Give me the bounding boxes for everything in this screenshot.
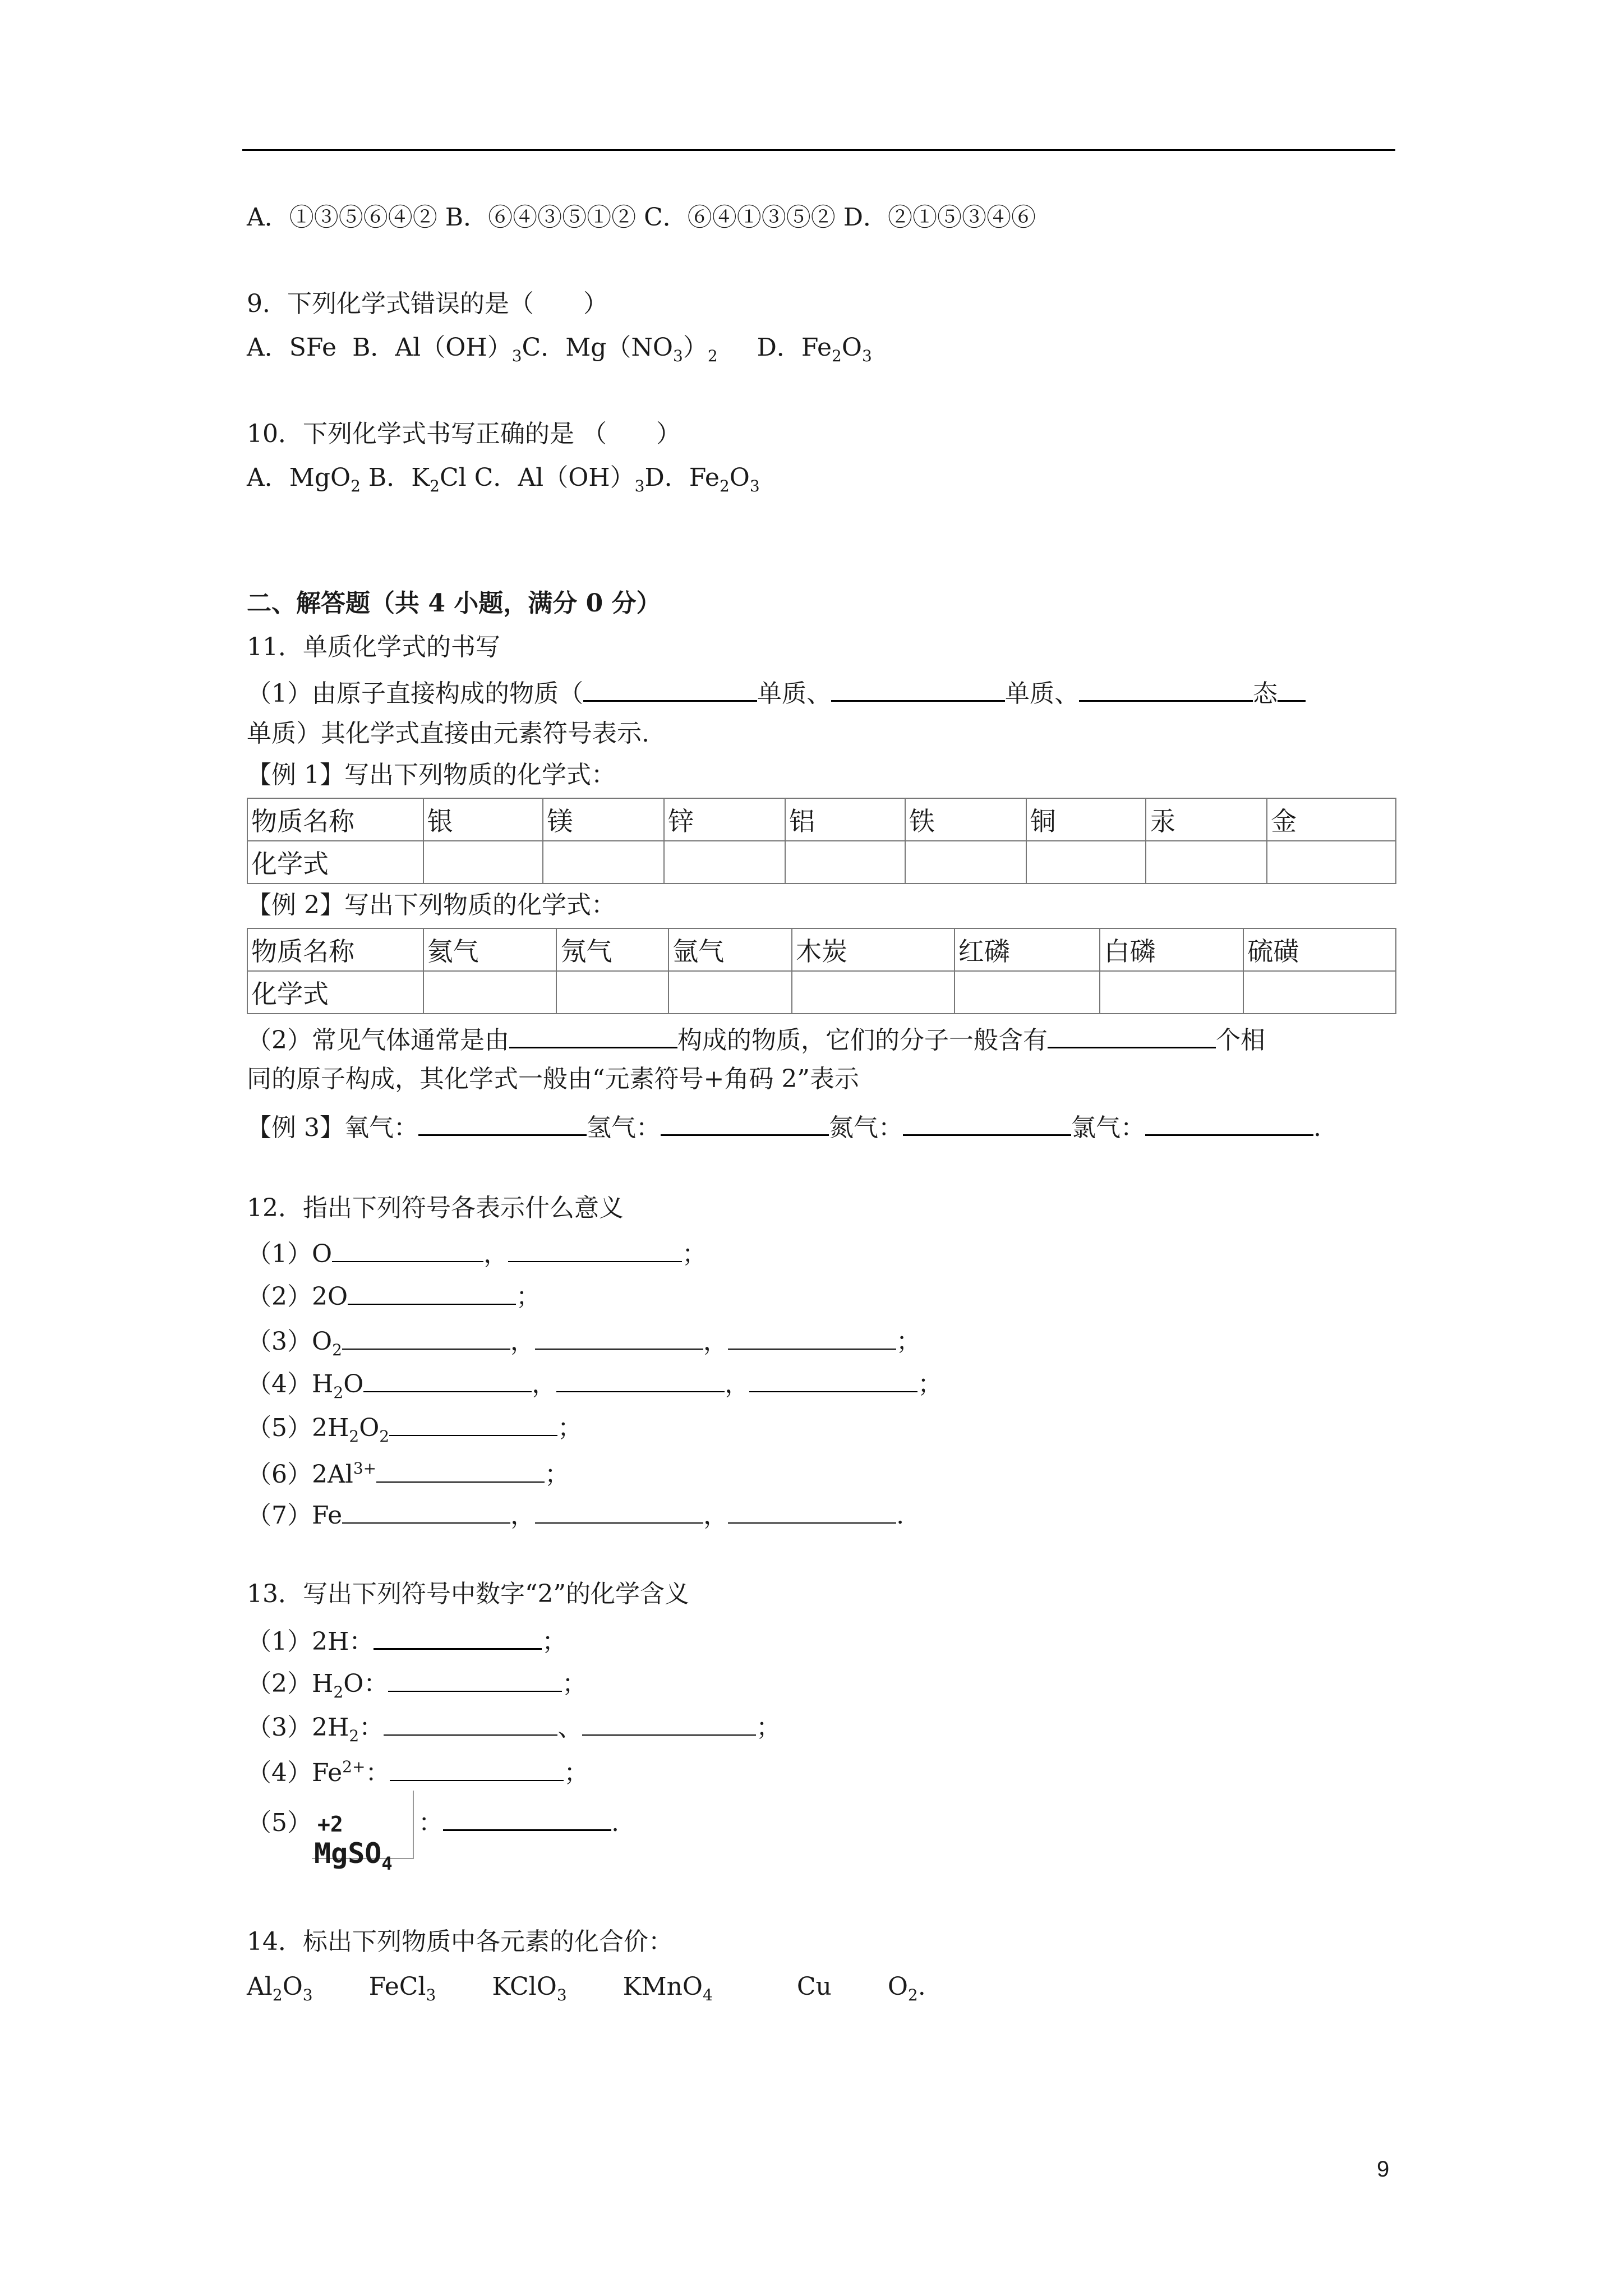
formula-kmno4: KMnO$_4$ [623,1972,713,2004]
answer-cell[interactable] [785,841,905,884]
q10-option-b: B．K [368,463,430,492]
formula-cu: Cu [796,1972,832,2001]
example3: 【例 3】氧气： 氢气： 氮气： 氯气： . [247,1107,1321,1145]
answer-blank[interactable] [443,1802,611,1831]
answer-cell[interactable] [1026,841,1146,884]
answer-blank[interactable] [583,673,757,702]
answer-blank[interactable] [348,1277,516,1305]
table-cell: 硫磺 [1243,928,1396,971]
q10-option-d: D．Fe [644,463,720,492]
q12-item-4: $(4)H_2O$ ， ， ； [247,1364,942,1410]
q11-part2-line1: （2）常见气体通常是由 构成的物质，它们的分子一般含有 个相 [247,1020,1265,1057]
table-header-cell: 化学式 [247,971,423,1014]
example1-title: 【例 1】写出下列物质的化学式： [247,761,616,789]
answer-blank[interactable] [582,1708,756,1736]
table-cell: 氩气 [668,928,792,971]
answer-cell[interactable] [955,971,1100,1014]
formula-kclo3: KClO$_3$ [492,1972,567,2004]
q9-options: A．SFe B．$Al(OH)_3C$．$Mg(NO_3)_2$ D．$Fe_2O_3$ [247,333,872,365]
table-row [247,971,1396,1014]
answer-blank[interactable] [388,1664,562,1692]
answer-blank[interactable] [384,1708,557,1736]
table-cell: 铁 [905,798,1026,841]
example2-table [247,928,1396,1014]
q12-item-3: $(3)O_2$ ， ， ； [247,1322,921,1367]
answer-blank[interactable] [389,1408,557,1436]
table-cell: 汞 [1146,798,1267,841]
table-cell: 银 [423,798,543,841]
table-row [247,928,1396,971]
q11-part1-line1: （1）由原子直接构成的物质（ 单质、 单质、 态 [247,673,1306,711]
table-cell: 氖气 [556,928,668,971]
q13-item-2: $(2)H_2O$： ； [247,1664,587,1709]
answer-cell[interactable] [664,841,785,884]
q13-item-3: $(3)2H_2$： 、 ； [247,1708,781,1753]
q9-option-c: C．Mg（NO [522,333,673,362]
q10-option-c: C．Al（OH） [474,463,635,492]
answer-blank[interactable] [363,1364,532,1392]
answer-blank[interactable] [342,1322,510,1350]
answer-blank[interactable] [728,1496,896,1524]
answer-blank[interactable] [342,1496,510,1524]
table-cell: 铜 [1026,798,1146,841]
answer-blank[interactable] [556,1364,725,1392]
answer-cell[interactable] [423,841,543,884]
q9-option-a: A．SFe [247,333,337,362]
answer-blank[interactable] [374,1621,542,1650]
q13-stem: 13．写出下列符号中数字“2”的化学含义 [247,1580,689,1608]
answer-blank[interactable] [418,1107,587,1136]
q13-item-4: $(4)Fe^{2+}$： ； [247,1750,588,1790]
q13-item-1: （1）2H： ； [247,1621,566,1659]
answer-blank[interactable] [1278,673,1306,702]
q10-stem: 10．下列化学式书写正确的是 （ ） [247,420,681,448]
answer-cell[interactable] [423,971,557,1014]
q12-item-5: $(5)2H_2O_2$ ； [247,1408,582,1453]
formula-al2o3: $Al_2O_3$ [247,1972,313,2004]
table-cell: 锌 [664,798,785,841]
answer-blank[interactable] [390,1753,564,1781]
table-row [247,798,1396,841]
answer-cell[interactable] [1243,971,1396,1014]
q10-options: A．MgO$_2$ B．$K_2Cl$ C．$Al(OH)_3D$．$Fe_2O_3$ [247,463,760,495]
answer-blank[interactable] [749,1364,917,1392]
answer-blank[interactable] [1048,1020,1216,1048]
answer-blank[interactable] [376,1455,545,1483]
table-cell: 红磷 [955,928,1100,971]
section-title: 二、解答题（共 4 小题，满分 0 分） [247,589,661,618]
answer-blank[interactable] [332,1234,483,1262]
answer-blank[interactable] [1145,1107,1313,1136]
table-cell: 木炭 [792,928,955,971]
answer-blank[interactable] [903,1107,1071,1136]
page-number: 9 [1377,2157,1390,2182]
answer-blank[interactable] [508,1234,682,1262]
answer-cell[interactable] [792,971,955,1014]
q9-option-b: B．Al（OH） [352,333,512,362]
table-cell: 氦气 [423,928,557,971]
q14-stem: 14．标出下列物质中各元素的化合价： [247,1927,673,1956]
q11-part1-line2: 单质）其化学式直接由元素符号表示. [247,719,649,748]
example1-table [247,798,1396,884]
q8-options: A．①③⑤⑥④② B．⑥④③⑤①② C．⑥④①③⑤② D．②①⑤③④⑥ [247,203,1036,232]
table-cell: 铝 [785,798,905,841]
answer-blank[interactable] [535,1496,703,1524]
formula-fecl3: FeCl$_3$ [368,1972,436,2004]
example2-title: 【例 2】写出下列物质的化学式： [247,891,616,919]
answer-cell[interactable] [668,971,792,1014]
q12-stem: 12．指出下列符号各表示什么意义 [247,1194,624,1222]
answer-blank[interactable] [728,1322,896,1350]
header-rule [242,149,1395,151]
answer-cell[interactable] [1100,971,1243,1014]
answer-blank[interactable] [661,1107,829,1136]
mgso4-valence-image: +2 MgSO$_4$ [312,1791,414,1859]
answer-blank[interactable] [1079,673,1253,702]
answer-blank[interactable] [831,673,1005,702]
answer-cell[interactable] [556,971,668,1014]
q13-item-5: （5） +2 MgSO$_4$ ： . [247,1789,619,1859]
answer-cell[interactable] [1267,841,1396,884]
answer-cell[interactable] [905,841,1026,884]
answer-cell[interactable] [1146,841,1267,884]
q12-item-6: $(6)2Al^{3+}$ ； [247,1452,569,1492]
q14-formulas [247,1970,926,2012]
formula-o2: $O_2$. [887,1972,926,2004]
table-cell: 镁 [543,798,664,841]
table-header-cell: 物质名称 [247,928,423,971]
table-header-cell: 物质名称 [247,798,423,841]
q9-stem: 9．下列化学式错误的是（ ） [247,289,608,318]
answer-blank[interactable] [509,1020,677,1048]
table-cell: 金 [1267,798,1396,841]
q12-item-1: （1）O ， ； [247,1234,707,1271]
answer-blank[interactable] [535,1322,703,1350]
q12-item-2: （2）2O ； [247,1277,541,1314]
table-cell: 白磷 [1100,928,1243,971]
q9-option-d: D．Fe [757,333,832,362]
table-row [247,841,1396,884]
table-header-cell: 化学式 [247,841,423,884]
q11-stem: 11．单质化学式的书写 [247,633,500,661]
q10-option-a: A．MgO [247,463,351,492]
answer-cell[interactable] [543,841,664,884]
q11-part2-line2: 同的原子构成，其化学式一般由“元素符号+角码 2”表示 [247,1065,859,1093]
q12-item-7: （7）Fe ， ， . [247,1496,904,1533]
